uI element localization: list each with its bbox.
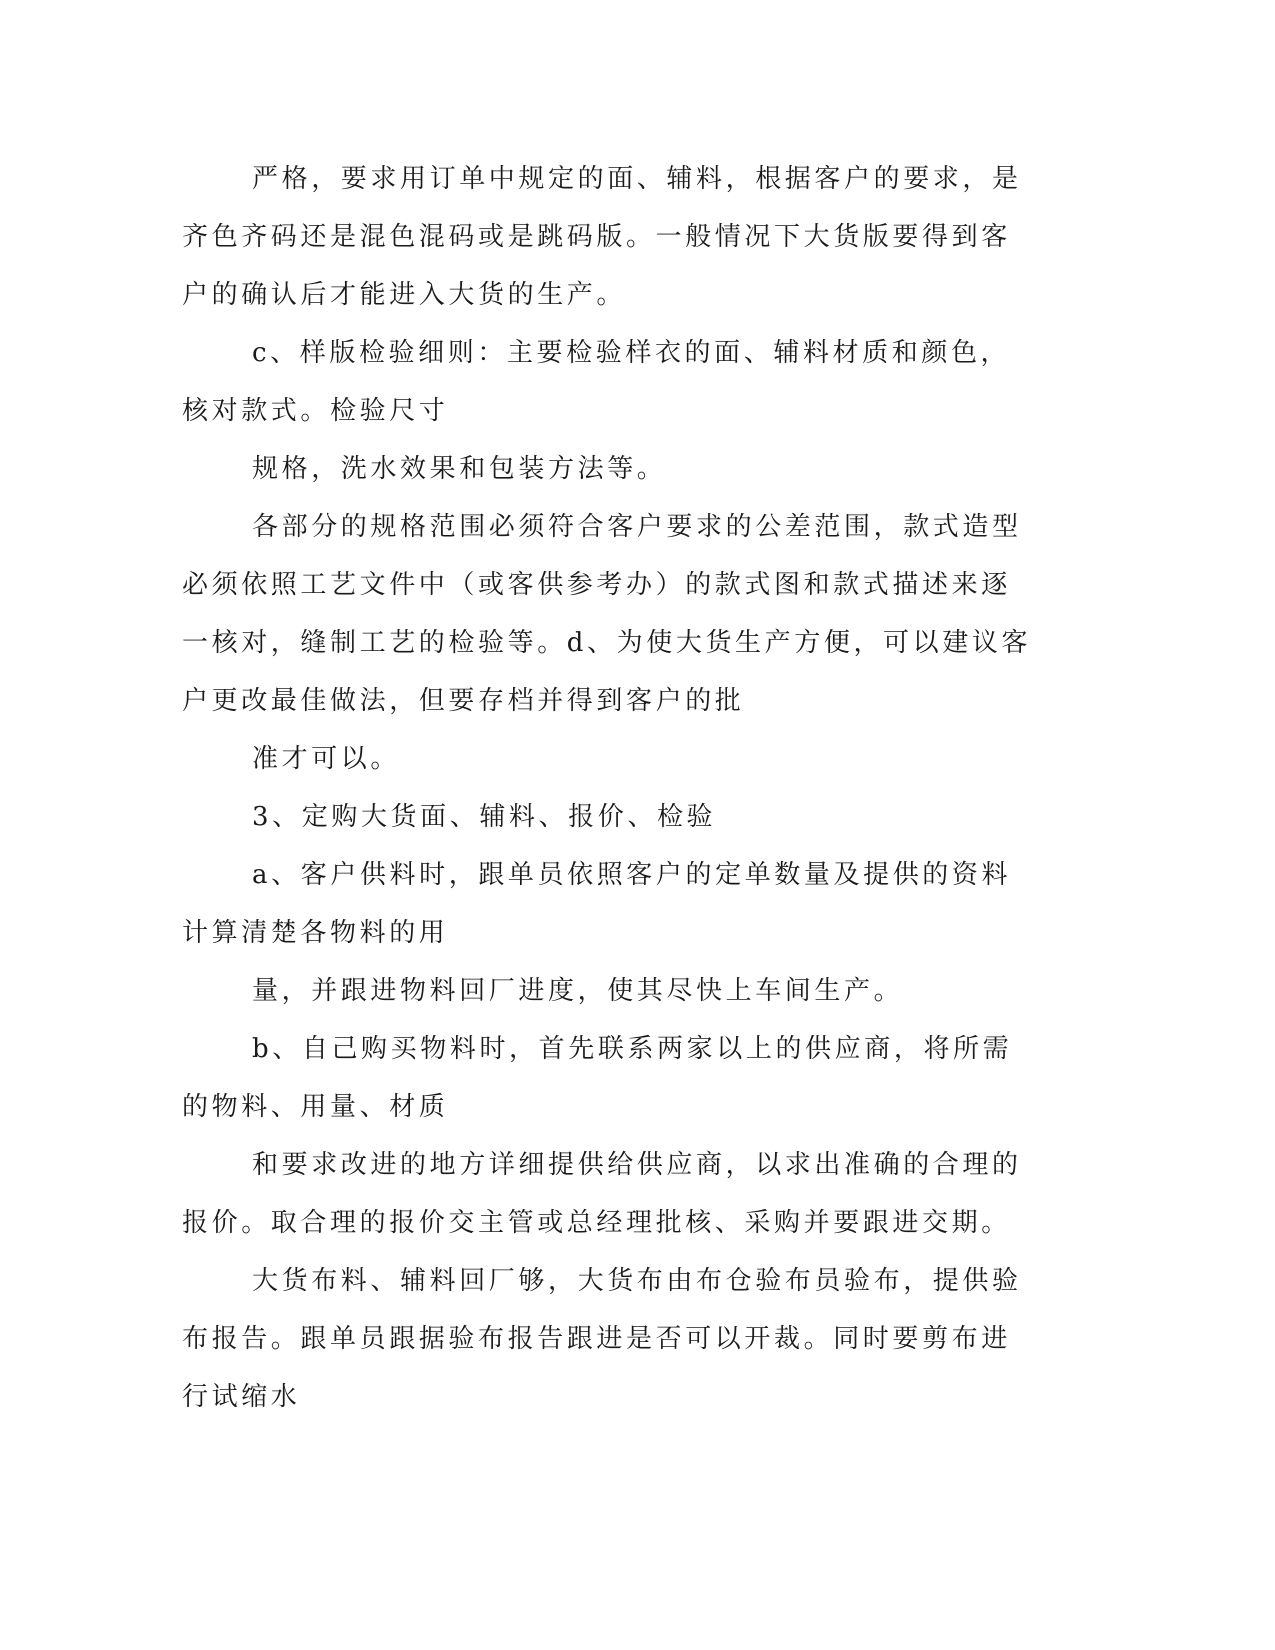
paragraph: a、客户供料时，跟单员依照客户的定单数量及提供的资料计算清楚各物料的用	[182, 860, 1012, 948]
paragraph: 严格，要求用订单中规定的面、辅料，根据客户的要求，是齐色齐码还是混色混码或是跳码版。一般情况下大货版要得到客户的确认后才能进入大货的生产。	[182, 164, 1022, 310]
document-body	[182, 150, 1032, 1426]
paragraph: b、自己购买物料时，首先联系两家以上的供应商，将所需的物料、用量、材质	[182, 1034, 1013, 1122]
paragraph: 各部分的规格范围必须符合客户要求的公差范围，款式造型必须依照工艺文件中（或客供参考办）的款式图和款式描述来逐一核对，缝制工艺的检验等。d、为使大货生产方便，可以建议客户更改最佳做法，但要存档并得到客户的批	[182, 512, 1032, 716]
paragraph: 3、定购大货面、辅料、报价、检验	[252, 802, 717, 832]
paragraph: 量，并跟进物料回厂进度，使其尽快上车间生产。	[252, 976, 904, 1006]
paragraph: 大货布料、辅料回厂够，大货布由布仓验布员验布，提供验布报告。跟单员跟据验布报告跟进是否可以开裁。同时要剪布进行试缩水	[182, 1266, 1022, 1412]
paragraph: c、样版检验细则：主要检验样衣的面、辅料材质和颜色，核对款式。检验尺寸	[182, 338, 1011, 426]
paragraph: 规格，洗水效果和包装方法等。	[252, 454, 667, 484]
paragraph: 准才可以。	[252, 744, 401, 774]
paragraph: 和要求改进的地方详细提供给供应商，以求出准确的合理的报价。取合理的报价交主管或总经理批核、采购并要跟进交期。	[182, 1150, 1022, 1238]
